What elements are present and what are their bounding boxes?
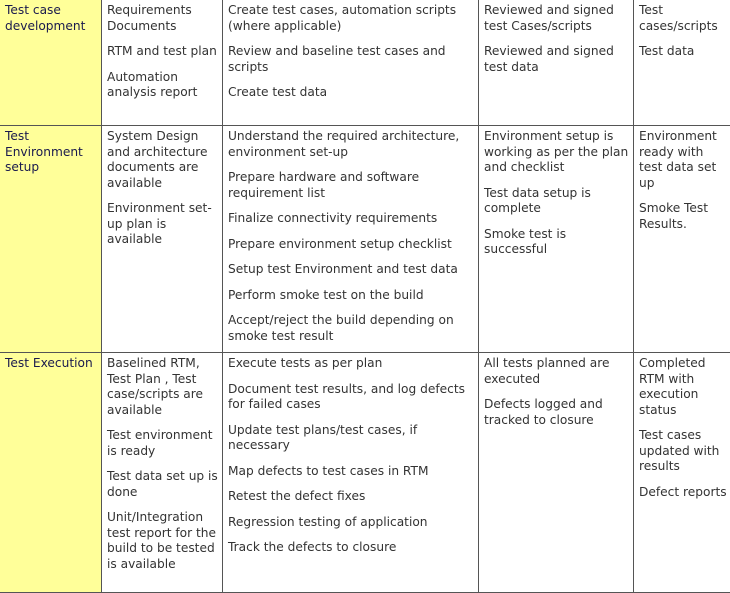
activity-item: Retest the defect fixes — [228, 489, 474, 505]
entry-criteria-cell — [102, 126, 223, 353]
activities-cell — [223, 0, 479, 126]
entry-item: Automation analysis report — [107, 70, 218, 101]
activity-item: Perform smoke test on the build — [228, 288, 474, 304]
phase-name: Test case development — [5, 3, 97, 34]
phase-name: Test Environment setup — [5, 129, 97, 176]
table-row-test-environment-setup — [0, 126, 730, 353]
deliverable-item: Defect reports — [639, 485, 727, 501]
exit-item: Defects logged and tracked to closure — [484, 397, 629, 428]
activity-item: Finalize connectivity requirements — [228, 211, 474, 227]
exit-item: Smoke test is successful — [484, 227, 629, 258]
activity-item: Regression testing of application — [228, 515, 474, 531]
phase-cell — [0, 126, 102, 353]
activity-item: Track the defects to closure — [228, 540, 474, 556]
activities-cell — [223, 126, 479, 353]
entry-item: RTM and test plan — [107, 44, 218, 60]
activity-item: Accept/reject the build depending on smoke test result — [228, 313, 474, 344]
exit-criteria-cell — [479, 0, 634, 126]
exit-item: All tests planned are executed — [484, 356, 629, 387]
activity-item: Map defects to test cases in RTM — [228, 464, 474, 480]
entry-item: Environment set-up plan is available — [107, 201, 218, 248]
table-row-test-execution — [0, 353, 730, 593]
deliverable-item: Smoke Test Results. — [639, 201, 727, 232]
activity-item: Update test plans/test cases, if necessary — [228, 423, 474, 454]
exit-item: Reviewed and signed test data — [484, 44, 629, 75]
entry-criteria-cell — [102, 0, 223, 126]
activity-item: Prepare environment setup checklist — [228, 237, 474, 253]
entry-criteria-cell — [102, 353, 223, 593]
activity-item: Setup test Environment and test data — [228, 262, 474, 278]
exit-criteria-cell — [479, 126, 634, 353]
deliverable-item: Test data — [639, 44, 727, 60]
activities-cell — [223, 353, 479, 593]
entry-item: Requirements Documents — [107, 3, 218, 34]
entry-item: Test environment is ready — [107, 428, 218, 459]
activity-item: Prepare hardware and software requirement list — [228, 170, 474, 201]
deliverables-cell — [634, 0, 730, 126]
activity-item: Review and baseline test cases and scripts — [228, 44, 474, 75]
deliverable-item: Test cases updated with results — [639, 428, 727, 475]
deliverable-item: Completed RTM with execution status — [639, 356, 727, 418]
deliverables-cell — [634, 126, 730, 353]
table-row-test-case-development — [0, 0, 730, 126]
exit-item: Test data setup is complete — [484, 186, 629, 217]
deliverable-item: Environment ready with test data set up — [639, 129, 727, 191]
activity-item: Execute tests as per plan — [228, 356, 474, 372]
deliverable-item: Test cases/scripts — [639, 3, 727, 34]
entry-item: Baselined RTM, Test Plan , Test case/scripts are available — [107, 356, 218, 418]
activity-item: Understand the required architecture, environment set-up — [228, 129, 474, 160]
activity-item: Create test cases, automation scripts (where applicable) — [228, 3, 474, 34]
entry-item: Test data set up is done — [107, 469, 218, 500]
activity-item: Document test results, and log defects for failed cases — [228, 382, 474, 413]
exit-criteria-cell — [479, 353, 634, 593]
deliverables-cell — [634, 353, 730, 593]
entry-item: Unit/Integration test report for the build to be tested is available — [107, 510, 218, 572]
phase-cell — [0, 353, 102, 593]
entry-item: System Design and architecture documents are available — [107, 129, 218, 191]
phase-name: Test Execution — [5, 356, 97, 372]
phase-cell — [0, 0, 102, 126]
activity-item: Create test data — [228, 85, 474, 101]
exit-item: Environment setup is working as per the plan and checklist — [484, 129, 629, 176]
exit-item: Reviewed and signed test Cases/scripts — [484, 3, 629, 34]
